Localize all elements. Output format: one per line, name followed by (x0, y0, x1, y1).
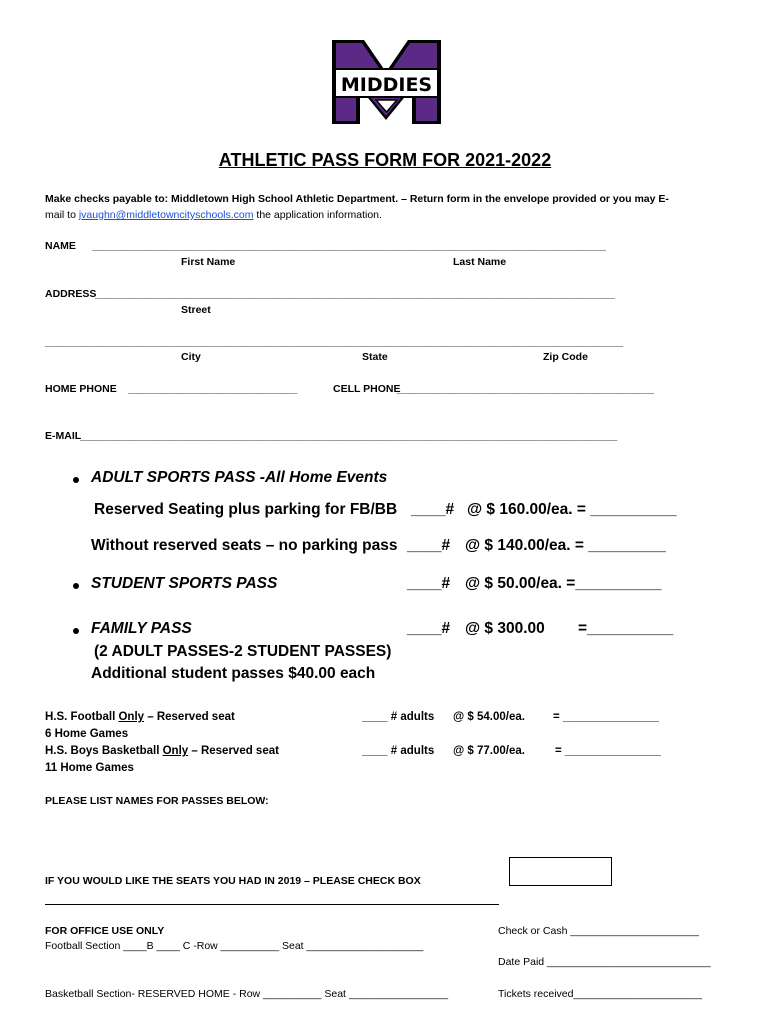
state-label: State (362, 351, 388, 363)
list-names-label: PLEASE LIST NAMES FOR PASSES BELOW: (45, 795, 269, 807)
basketball-games: 11 Home Games (45, 762, 134, 774)
cell-phone-label: CELL PHONE (333, 383, 401, 395)
name-label: NAME (45, 240, 76, 252)
bullet-icon (73, 477, 79, 483)
family-pass-title: FAMILY PASS (91, 620, 192, 637)
bullet-icon (73, 628, 79, 634)
cell-phone-field[interactable]: ____________________________________________ (397, 383, 654, 395)
student-qty[interactable]: ____# (407, 575, 451, 592)
football-label: H.S. Football Only – Reserved seat (45, 711, 235, 723)
address-label: ADDRESS (45, 288, 97, 300)
football-price: @ $ 54.00/ea. (453, 711, 525, 723)
family-total[interactable]: =__________ (578, 620, 674, 637)
street-field[interactable]: _________________________________________________________________________________________ (95, 288, 615, 300)
basketball-price: @ $ 77.00/ea. (453, 745, 525, 757)
football-games: 6 Home Games (45, 728, 129, 740)
basketball-qty[interactable]: ____ # adults (362, 745, 435, 757)
family-price: @ $ 300.00 (465, 620, 545, 637)
office-basketball-section: Basketball Section- RESERVED HOME - Row __________ Seat _________________ (45, 988, 449, 1000)
adult-without-label: Without reserved seats – no parking pass (91, 537, 398, 554)
football-qty[interactable]: ____ # adults (362, 711, 435, 723)
family-qty[interactable]: ____# (407, 620, 451, 637)
family-additional: Additional student passes $40.00 each (91, 665, 376, 682)
adult-reserved-price: @ $ 160.00/ea. = __________ (467, 501, 677, 518)
first-name-label: First Name (181, 256, 236, 268)
home-phone-field[interactable]: _____________________________ (128, 383, 298, 395)
last-name-label: Last Name (453, 256, 507, 268)
email-link[interactable]: jvaughn@middletowncityschools.com (78, 209, 254, 221)
instructions-line2: mail to jvaughn@middletowncityschools.com the application information. (45, 209, 382, 221)
city-label: City (181, 351, 201, 363)
student-pass-title: STUDENT SPORTS PASS (91, 575, 278, 592)
email-field[interactable]: ____________________________________________________________________________________________ (80, 430, 618, 442)
adult-reserved-qty[interactable]: ____# (411, 501, 455, 518)
form-title: ATHLETIC PASS FORM FOR 2021-2022 (218, 150, 552, 170)
instructions-line1: Make checks payable to: Middletown High School Athletic Department. – Return form in the envelope provided or you may E- (45, 193, 669, 205)
zip-label: Zip Code (543, 351, 588, 363)
city-state-zip-field[interactable]: ___________________________________________________________________________________________________ (45, 336, 624, 348)
middies-logo (330, 38, 443, 126)
logo-text: MIDDIES (340, 74, 433, 96)
student-price: @ $ 50.00/ea. =__________ (465, 575, 662, 592)
street-label: Street (181, 304, 211, 316)
adult-without-qty[interactable]: ____# (407, 537, 451, 554)
basketball-label: H.S. Boys Basketball Only – Reserved seat (45, 745, 279, 757)
basketball-total[interactable]: = _______________ (555, 745, 661, 757)
seats-checkbox[interactable] (509, 857, 612, 886)
email-label: E-MAIL (45, 430, 82, 442)
bullet-icon (73, 583, 79, 589)
family-detail: (2 ADULT PASSES-2 STUDENT PASSES) (94, 643, 392, 660)
office-use-title: FOR OFFICE USE ONLY (45, 925, 165, 937)
home-phone-label: HOME PHONE (45, 383, 117, 395)
name-field[interactable]: ________________________________________________________________________________________ (92, 240, 606, 252)
office-tickets: Tickets received______________________ (498, 988, 702, 1000)
office-check-cash: Check or Cash ______________________ (498, 925, 699, 937)
divider (45, 904, 499, 905)
office-date-paid: Date Paid ____________________________ (498, 956, 711, 968)
seats-2019-label: IF YOU WOULD LIKE THE SEATS YOU HAD IN 2019 – PLEASE CHECK BOX (45, 875, 421, 887)
adult-reserved-label: Reserved Seating plus parking for FB/BB (94, 501, 398, 518)
adult-pass-title: ADULT SPORTS PASS -All Home Events (91, 469, 388, 486)
adult-without-price: @ $ 140.00/ea. = _________ (465, 537, 666, 554)
office-football-section: Football Section ____B ____ C -Row __________ Seat ____________________ (45, 940, 424, 952)
football-total[interactable]: = _______________ (553, 711, 659, 723)
